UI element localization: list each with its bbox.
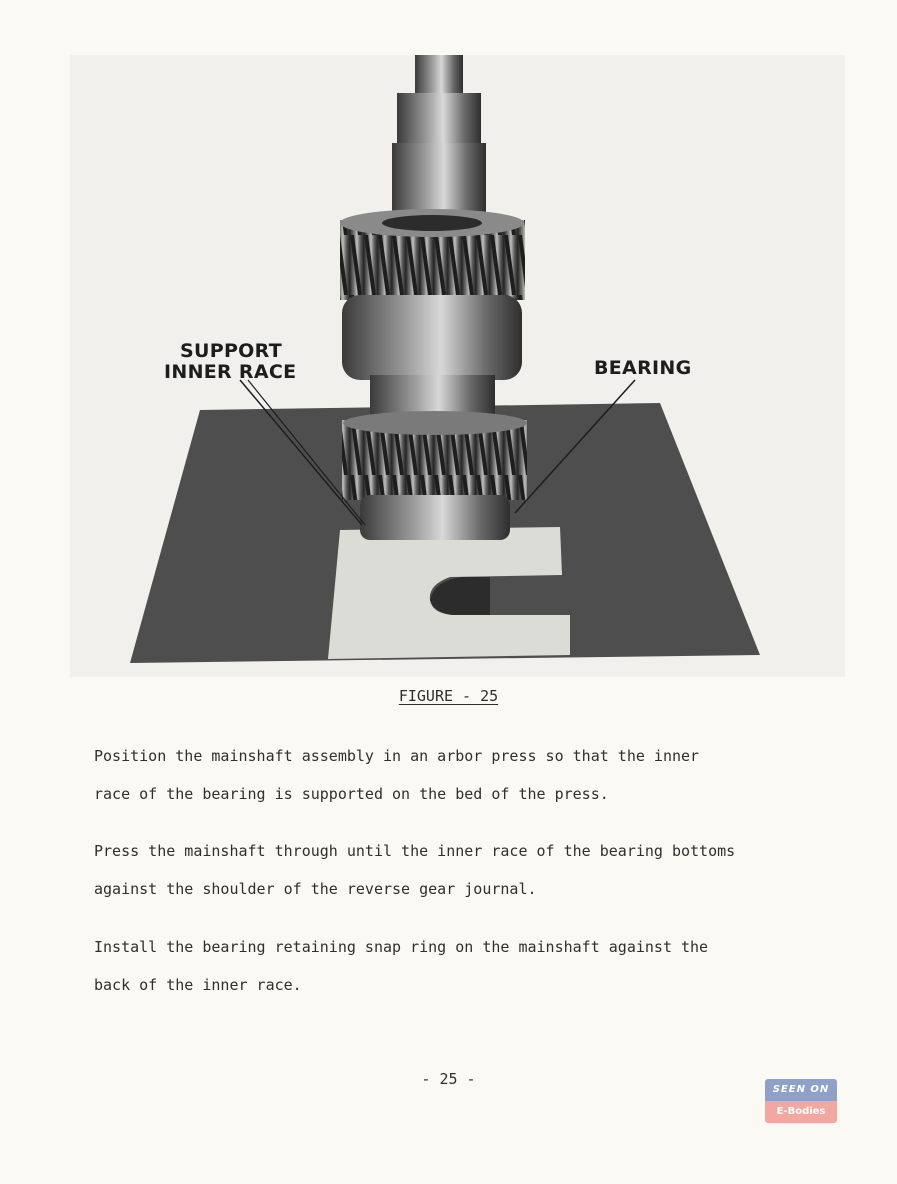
paragraph-3: Install the bearing retaining snap ring on the mainshaft against the back of the inner race.	[94, 938, 709, 994]
figure-photo	[70, 55, 845, 677]
figure-caption-text: FIGURE - 25	[398, 687, 499, 705]
bearing	[360, 495, 510, 540]
badge-bottom-text: E-Bodies	[765, 1101, 837, 1123]
badge-top-text: SEEN ON	[765, 1079, 837, 1101]
label-support: SUPPORT	[180, 340, 282, 362]
shaft-top	[415, 55, 463, 95]
paragraph-1: Position the mainshaft assembly in an arbor press so that the inner race of the bearing is supported on the bed of the press.	[94, 747, 700, 803]
page-number: - 25 -	[421, 1070, 476, 1088]
figure-caption	[0, 687, 897, 705]
paragraph-2: Press the mainshaft through until the inner race of the bearing bottoms against the shoulder of the reverse gear journal.	[94, 842, 736, 898]
label-inner-race: INNER RACE	[164, 361, 297, 383]
seen-on-badge	[765, 1079, 837, 1123]
label-bearing: BEARING	[594, 357, 692, 379]
mainshaft-illustration	[70, 55, 845, 677]
